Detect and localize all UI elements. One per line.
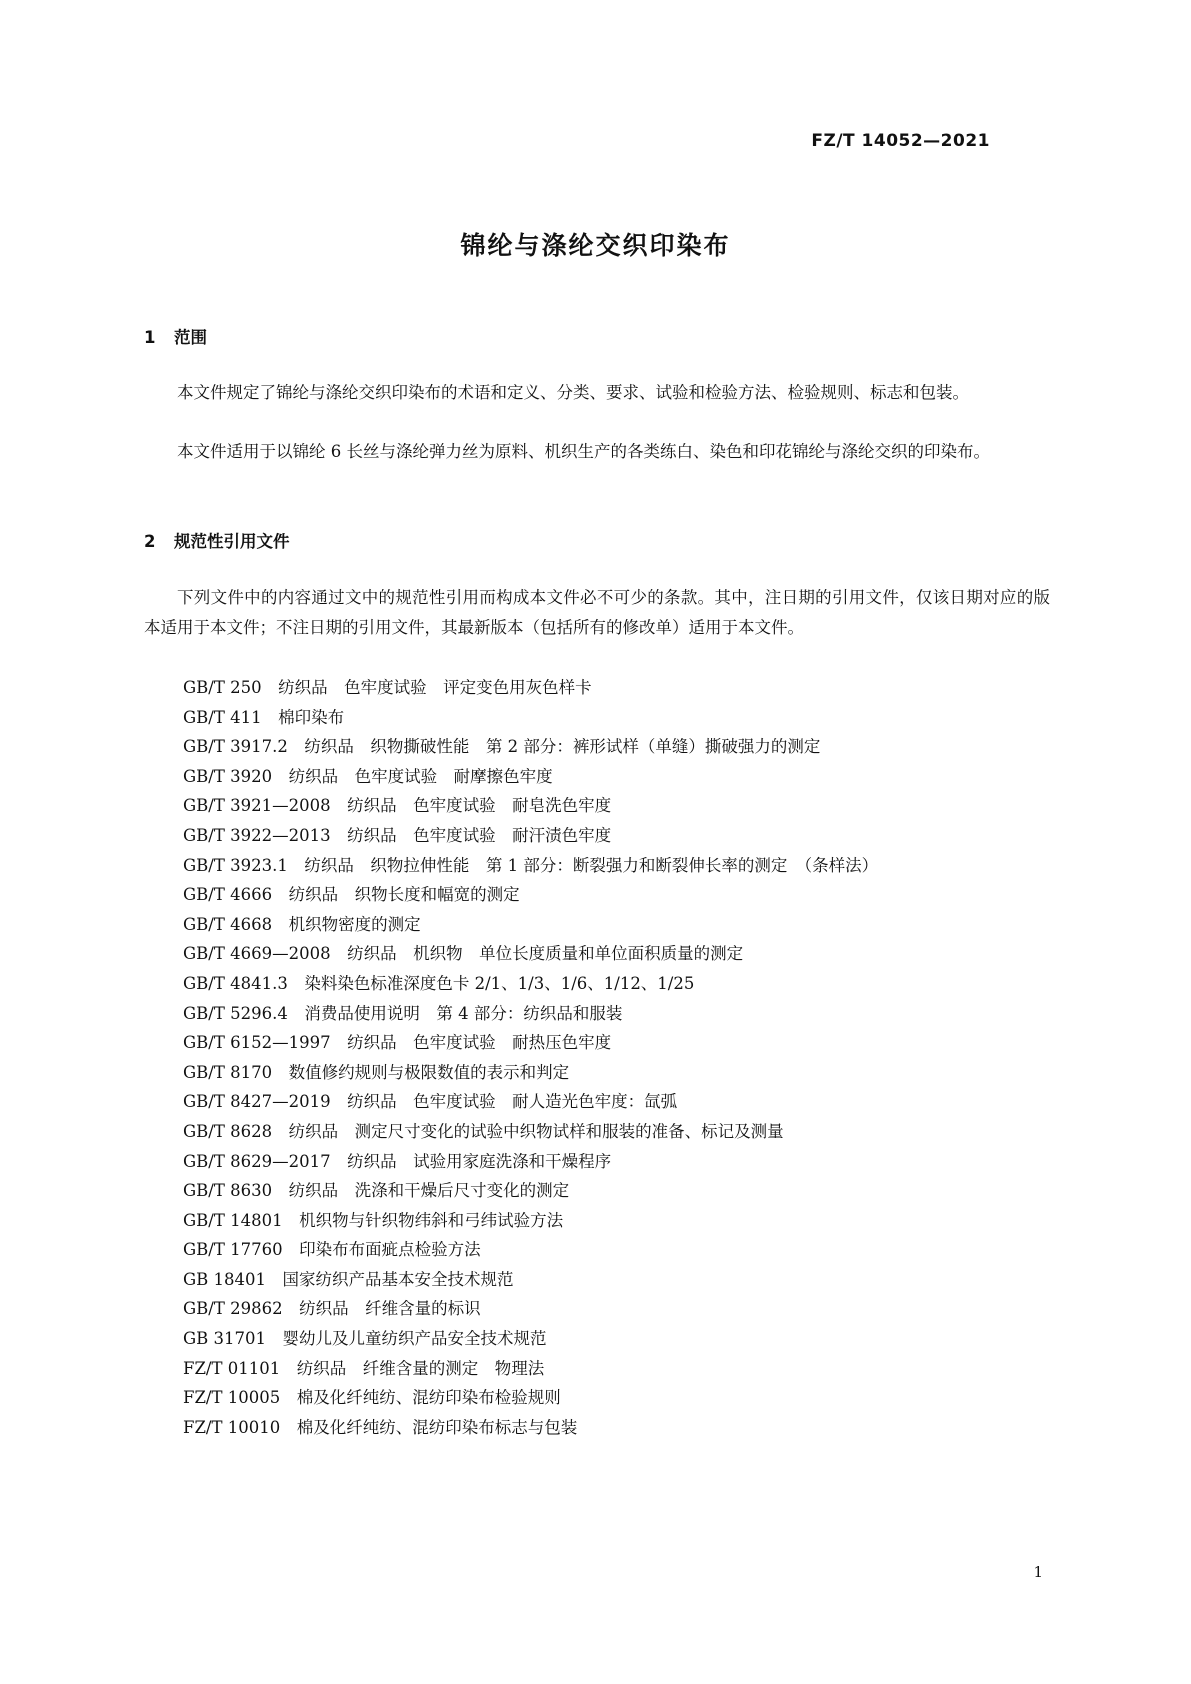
- reference-item: GB/T 250 纺织品 色牢度试验 评定变色用灰色样卡: [183, 678, 592, 697]
- section-1-number: 1: [144, 328, 156, 347]
- page-number: 1: [1033, 1563, 1043, 1581]
- reference-item: GB/T 8170 数值修约规则与极限数值的表示和判定: [183, 1062, 570, 1082]
- reference-item: FZ/T 01101 纺织品 纤维含量的测定 物理法: [183, 1358, 545, 1378]
- reference-item: GB/T 4841.3 染料染色标准深度色卡 2/1、1/3、1/6、1/12、1/25: [183, 973, 695, 993]
- reference-item: GB/T 4666 纺织品 织物长度和幅宽的测定: [183, 885, 520, 905]
- reference-item: GB/T 3922—2013 纺织品 色牢度试验 耐汗渍色牢度: [183, 825, 612, 845]
- reference-item: GB/T 14801 机织物与针织物纬斜和弓纬试验方法: [183, 1210, 564, 1230]
- reference-item: GB/T 411 棉印染布: [183, 707, 345, 727]
- scope-paragraph-1: 本文件规定了锦纶与涤纶交织印染布的术语和定义、分类、要求、试验和检验方法、检验规则、标志和包装。: [177, 383, 969, 402]
- reference-item: GB/T 6152—1997 纺织品 色牢度试验 耐热压色牢度: [183, 1033, 612, 1053]
- reference-item: GB/T 8630 纺织品 洗涤和干燥后尺寸变化的测定: [183, 1181, 570, 1201]
- section-2-number: 2: [144, 532, 156, 551]
- reference-item: GB/T 17760 印染布布面疵点检验方法: [183, 1240, 481, 1260]
- section-2-title: 规范性引用文件: [174, 532, 290, 551]
- reference-item: FZ/T 10010 棉及化纤纯纺、混纺印染布标志与包装: [183, 1417, 578, 1437]
- section-2-heading: [144, 528, 290, 552]
- reference-item: GB/T 8427—2019 纺织品 色牢度试验 耐人造光色牢度：氙弧: [183, 1092, 678, 1112]
- scope-paragraph-2: 本文件适用于以锦纶 6 长丝与涤纶弹力丝为原料、机织生产的各类练白、染色和印花锦纶与涤纶交织的印染布。: [177, 442, 990, 461]
- references-intro: 下列文件中的内容通过文中的规范性引用而构成本文件必不可少的条款。其中，注日期的引用文件，仅该日期对应的版本适用于本文件；不注日期的引用文件，其最新版本（包括所有的修改单）适用于本文件。: [144, 588, 1050, 637]
- standard-code: FZ/T 14052—2021: [811, 131, 990, 151]
- reference-item: GB/T 4668 机织物密度的测定: [183, 914, 421, 934]
- reference-item: GB/T 4669—2008 纺织品 机织物 单位长度质量和单位面积质量的测定: [183, 944, 744, 964]
- reference-item: GB/T 3920 纺织品 色牢度试验 耐摩擦色牢度: [183, 766, 553, 786]
- section-1-heading: [144, 324, 207, 348]
- document-title: 锦纶与涤纶交织印染布: [460, 231, 731, 260]
- reference-item: GB 18401 国家纺织产品基本安全技术规范: [183, 1269, 514, 1289]
- reference-item: GB/T 3917.2 纺织品 织物撕破性能 第 2 部分：裤形试样（单缝）撕破强力的测定: [183, 737, 821, 757]
- reference-item: GB/T 8628 纺织品 测定尺寸变化的试验中织物试样和服装的准备、标记及测量: [183, 1121, 784, 1141]
- reference-item: GB 31701 婴幼儿及儿童纺织产品安全技术规范: [183, 1329, 547, 1349]
- reference-item: GB/T 3921—2008 纺织品 色牢度试验 耐皂洗色牢度: [183, 796, 612, 816]
- reference-list: [183, 673, 878, 1442]
- reference-item: GB/T 3923.1 纺织品 织物拉伸性能 第 1 部分：断裂强力和断裂伸长率的测定 （条样法）: [183, 855, 879, 875]
- section-1-title: 范围: [174, 328, 207, 347]
- reference-item: FZ/T 10005 棉及化纤纯纺、混纺印染布检验规则: [183, 1388, 561, 1408]
- reference-item: GB/T 8629—2017 纺织品 试验用家庭洗涤和干燥程序: [183, 1151, 612, 1171]
- reference-item: GB/T 29862 纺织品 纤维含量的标识: [183, 1299, 481, 1319]
- reference-item: GB/T 5296.4 消费品使用说明 第 4 部分：纺织品和服装: [183, 1003, 623, 1023]
